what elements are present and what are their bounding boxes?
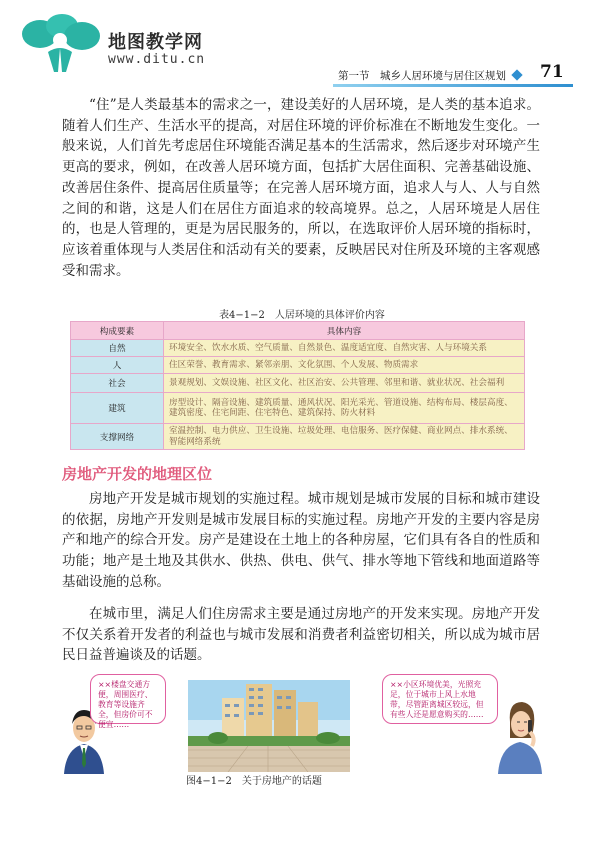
table-row bbox=[71, 424, 525, 450]
paragraph-real-estate: 房地产开发是城市规划的实施过程。城市规划是城市发展的目标和城市建设的依据，房地产开发则是城市发展目标的实施过程。房地产开发的主要内容是房产和地产的综合开发。房产是建设在土地上的各种房屋，它们具有各自的性质和功能；地产是土地及其供水、供热、供电、供气、排水等地下管线和地面道路等基础设施的总称。 bbox=[62, 491, 540, 590]
speech-bubble-left: ××楼盘交通方便，周围医疗、教育等设施齐全，但房价可不便宜…… bbox=[90, 674, 166, 724]
table-header-cell: 构成要素 bbox=[71, 322, 164, 340]
table-content-cell: 住区荣誉、教育需求、紧邻亲朋、文化氛围、个人发展、物质需求 bbox=[164, 357, 525, 374]
tree-logo-icon bbox=[18, 12, 104, 74]
header-divider bbox=[333, 84, 573, 87]
table-row bbox=[71, 340, 525, 357]
table-header-cell: 具体内容 bbox=[164, 322, 525, 340]
figure-real-estate bbox=[60, 672, 550, 780]
page-header bbox=[0, 0, 604, 88]
page-number: 71 bbox=[540, 62, 564, 82]
figure-caption: 图4−1−2 关于房地产的话题 bbox=[186, 776, 322, 787]
speech-bubble-right: ××小区环境优美，光照充足，位于城市上风上水地带，尽管距离城区较远，但有些人还是愿意购买的…… bbox=[382, 674, 498, 724]
table-row bbox=[71, 374, 525, 393]
paragraph-intro: “住”是人类最基本的需求之一，建设美好的人居环境，是人类的基本追求。随着人们生产、生活水平的提高，对居住环境的评价标准在不断地发生变化。一般来说，人们首先考虑居住环境能否满足基本的生活需求，然后逐步对环境产生更高的要求，例如，在改善人居环境方面，包括扩大居住面积、完善基础设施、改善居住条件、提高居住质量等；在完善人居环境方面，追求人与人、人与自然之间的和谐，这是人们在居住方面追求的较高境界。总之，人居环境是人居住的，也是人管理的，更是为居民服务的，所以，在选取评价人居环境的指标时，应该着重体现与人类居住和活动有关的要素，反映居民对住所及环境的主客观感受和需求。 bbox=[62, 97, 540, 279]
evaluation-table bbox=[70, 321, 525, 450]
paragraph-city: 在城市里，满足人们住房需求主要是通过房地产的开发来实现。房地产开发不仅关系着开发者的利益也与城市发展和消费者利益密切相关，所以成为城市居民日益普遍谈及的话题。 bbox=[62, 606, 540, 664]
table-caption: 表4−1−2 人居环境的具体评价内容 bbox=[219, 310, 385, 321]
table-category-cell: 支撑网络 bbox=[71, 424, 164, 450]
diamond-icon bbox=[511, 69, 522, 80]
logo-url: www.ditu.cn bbox=[108, 52, 206, 67]
table-content-cell: 环境安全、饮水水质、空气质量、自然景色、温度适宜度、自然灾害、人与环境关系 bbox=[164, 340, 525, 357]
table-header-row bbox=[71, 322, 525, 340]
logo-text: 地图教学网 bbox=[108, 32, 203, 53]
table-row bbox=[71, 357, 525, 374]
table-category-cell: 自然 bbox=[71, 340, 164, 357]
section-title: 房地产开发的地理区位 bbox=[62, 465, 213, 483]
table-content-cell: 景观规划、文娱设施、社区文化、社区治安、公共管理、邻里和谐、就业状况、社会福利 bbox=[164, 374, 525, 393]
section-label: 第一节 城乡人居环境与居住区规划 bbox=[338, 70, 506, 82]
table-category-cell: 人 bbox=[71, 357, 164, 374]
table-content-cell: 房型设计、隔音设施、建筑质量、通风状况、阳光采光、管道设施、结构布局、楼层高度、建筑密度、住宅间距、住宅特色、建筑保持、防火材料 bbox=[164, 393, 525, 424]
table-category-cell: 社会 bbox=[71, 374, 164, 393]
woman-on-phone-illustration bbox=[496, 692, 544, 774]
table-content-cell: 室温控制、电力供应、卫生设施、垃圾处理、电信服务、医疗保健、商业网点、排水系统、智能网络系统 bbox=[164, 424, 525, 450]
table-row bbox=[71, 393, 525, 424]
table-category-cell: 建筑 bbox=[71, 393, 164, 424]
residential-buildings-photo bbox=[188, 680, 350, 772]
